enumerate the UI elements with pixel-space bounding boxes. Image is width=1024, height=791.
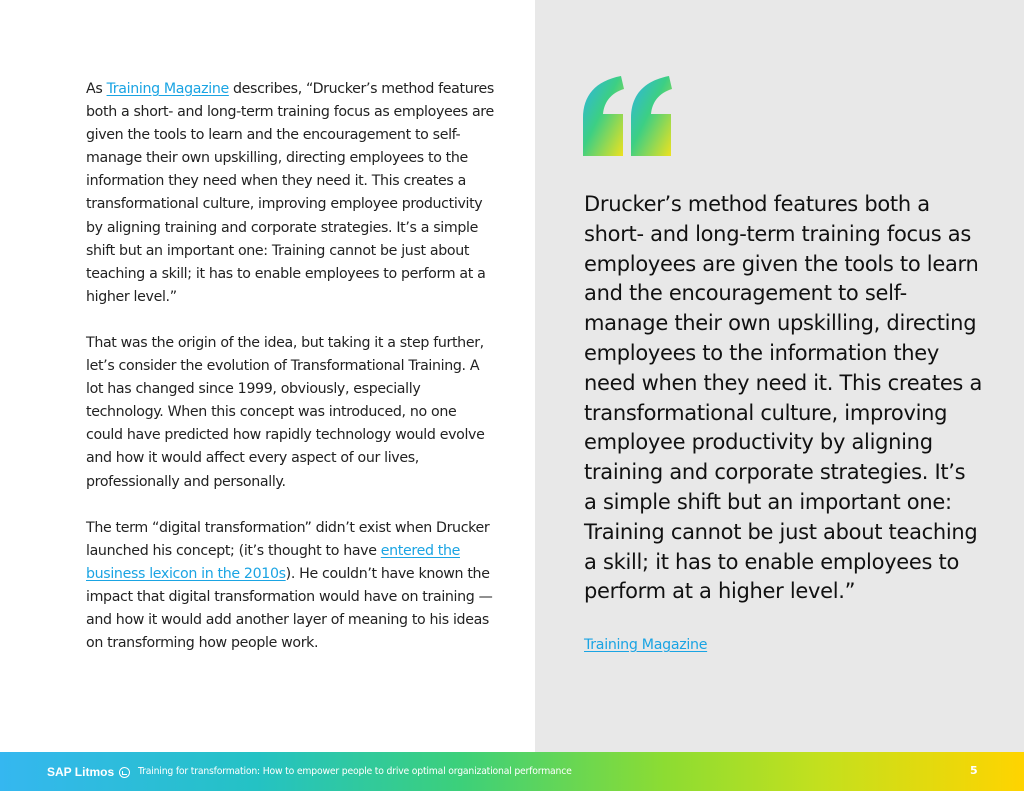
pullquote-text: Drucker’s method features both a short- and long-term training focus as employees are given the tools to learn and the encouragement to self-manage their own upskilling, directing employees to the information they need when they need it. This creates a transformational culture, improving employee productivity by aligning training and corporate strategies. It’s a simple shift but an important one: Training cannot be just about teaching a skill; it has to enable employees to perform at a higher level.” (584, 192, 983, 604)
training-magazine-link[interactable]: Training Magazine (106, 81, 229, 97)
quote-mark-icon (583, 76, 675, 156)
paragraph-3 (86, 517, 496, 656)
brand (47, 765, 130, 779)
footer-bar (0, 752, 1024, 791)
litmos-logo-icon (119, 767, 130, 778)
pullquote-panel (535, 0, 1024, 752)
paragraph-3-before: The term “digital transformation” didn’t exist when Drucker launched his concept; (it’s thought to have (86, 519, 490, 559)
pullquote-source-link[interactable]: Training Magazine (584, 637, 708, 653)
paragraph-2: That was the origin of the idea, but taking it a step further, let’s consider the evolution of Transformational Training. A lot has changed since 1999, obviously, especially technology. When this concept was introduced, no one could have predicted how rapidly technology would evolve and how it would affect every aspect of our lives, professionally and personally. (86, 334, 485, 490)
body-text (86, 78, 496, 678)
paragraph-1 (86, 78, 496, 309)
paragraph-1-before: As (86, 81, 107, 97)
paragraph-1-after: describes, “Drucker’s method features both a short- and long-term training focus as employees are given the tools to learn and the encouragement to self-manage their own upskilling, directing employees to the information they need when they need it. This creates a transformational culture, improving employee productivity by aligning training and corporate strategies. It’s a simple shift but an important one: Training cannot be just about teaching a skill; it has to enable employees to perform at a higher level.” (86, 81, 494, 305)
business-lexicon-link[interactable]: entered the business lexicon in the 2010s (86, 542, 460, 582)
paragraph-3-after: ). He couldn’t have known the impact that digital transformation would have on training — and how it would add another layer of meaning to his ideas on transforming how people work. (86, 565, 493, 652)
page-number: 5 (970, 764, 978, 777)
footer-title: Training for transformation: How to empower people to drive optimal organizational performance (138, 766, 572, 777)
brand-name: SAP Litmos (47, 765, 115, 779)
